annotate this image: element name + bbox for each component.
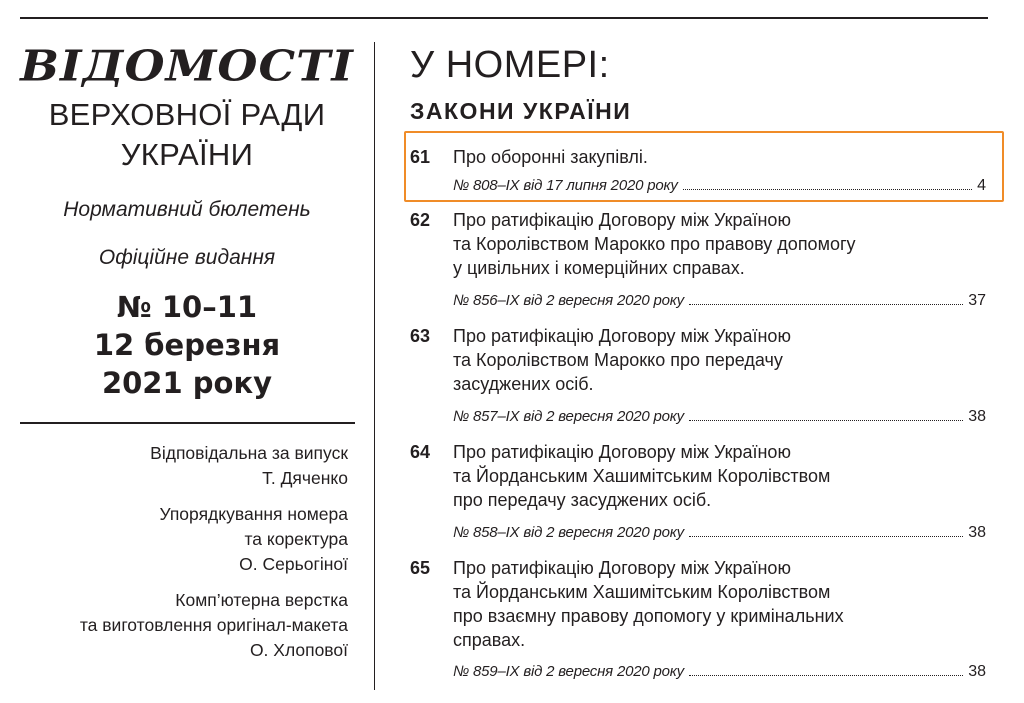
item-page-number: 37 bbox=[968, 292, 986, 309]
item-title bbox=[453, 324, 973, 396]
item-law-number: № 859–IX від 2 вересня 2020 року bbox=[453, 663, 684, 680]
item-reference bbox=[453, 290, 986, 312]
item-law-number: № 857–IX від 2 вересня 2020 року bbox=[453, 408, 684, 425]
item-page-number: 4 bbox=[977, 177, 986, 194]
item-title-line: Про ратифікацію Договору між Україною bbox=[453, 558, 791, 578]
credit-role: Упорядкування номера bbox=[159, 504, 348, 524]
credits bbox=[8, 441, 348, 674]
item-number: 64 bbox=[410, 442, 431, 462]
credit-person: О. Серьогіної bbox=[239, 554, 348, 574]
masthead bbox=[20, 38, 354, 402]
section-heading-laws: ЗАКОНИ УКРАЇНИ bbox=[410, 98, 632, 124]
credit-role: Відповідальна за випуск bbox=[150, 443, 348, 463]
credit-role: та виготовлення оригінал-макета bbox=[79, 615, 348, 635]
item-number: 65 bbox=[410, 558, 431, 578]
item-reference bbox=[453, 406, 986, 428]
item-number: 63 bbox=[410, 326, 431, 346]
issue-date-line2: 2021 року bbox=[101, 366, 273, 400]
dot-leader bbox=[689, 523, 963, 537]
item-title-line: справах. bbox=[453, 630, 526, 650]
publication-subtitle-line2: УКРАЇНИ bbox=[120, 137, 254, 172]
item-title-line: та Йорданським Хашимітським Королівством bbox=[453, 466, 831, 486]
item-number: 61 bbox=[410, 147, 431, 167]
publication-subtitle-line1: ВЕРХОВНОЇ РАДИ bbox=[48, 97, 326, 132]
contents-heading: У НОМЕРІ: bbox=[410, 44, 610, 86]
issue-date-line1: 12 березня bbox=[93, 328, 281, 362]
item-title-line: про передачу засуджених осіб. bbox=[453, 490, 712, 510]
credit-role: Комп’ютерна верстка bbox=[175, 590, 348, 610]
item-number: 62 bbox=[410, 210, 431, 230]
item-law-number: № 858–IX від 2 вересня 2020 року bbox=[453, 524, 684, 541]
top-rule bbox=[20, 17, 988, 19]
item-page-number: 38 bbox=[968, 524, 986, 541]
column-divider bbox=[374, 42, 375, 690]
bulletin-label: Нормативний бюлетень bbox=[63, 198, 311, 221]
credit-role: та коректура bbox=[244, 529, 348, 549]
item-title-line: Про ратифікацію Договору між Україною bbox=[453, 210, 791, 230]
item-title-line: та Королівством Марокко про правову допомогу bbox=[453, 234, 856, 254]
credit-person: О. Хлопової bbox=[249, 640, 348, 660]
item-title-line: про взаємну правову допомогу у кримінальних bbox=[453, 606, 844, 626]
item-title-line: засуджених осіб. bbox=[453, 374, 594, 394]
publication-title: ВІДОМОСТІ bbox=[20, 41, 354, 91]
item-reference bbox=[453, 522, 986, 544]
item-page-number: 38 bbox=[968, 663, 986, 680]
item-title-line: Про ратифікацію Договору між Україною bbox=[453, 326, 791, 346]
item-title bbox=[453, 440, 973, 512]
item-page-number: 38 bbox=[968, 408, 986, 425]
dot-leader bbox=[689, 662, 963, 676]
credit-person: Т. Дяченко bbox=[262, 468, 348, 488]
item-reference bbox=[453, 661, 986, 683]
credit-editor bbox=[8, 441, 348, 491]
item-title bbox=[453, 208, 973, 280]
credit-proofreading bbox=[8, 502, 348, 577]
item-law-number: № 856–IX від 2 вересня 2020 року bbox=[453, 292, 684, 309]
dot-leader bbox=[689, 407, 963, 421]
item-law-number: № 808–IX від 17 липня 2020 року bbox=[453, 177, 678, 194]
item-title-line: у цивільних і комерційних справах. bbox=[453, 258, 745, 278]
item-title bbox=[453, 556, 973, 652]
item-title-line: та Королівством Марокко про передачу bbox=[453, 350, 783, 370]
item-title-line: Про оборонні закупівлі. bbox=[453, 147, 648, 167]
selected-item-highlight bbox=[404, 131, 1004, 202]
official-edition-label: Офіційне видання bbox=[98, 246, 276, 269]
masthead-divider bbox=[20, 422, 355, 424]
dot-leader bbox=[689, 291, 963, 305]
issue-number: № 10–11 bbox=[116, 290, 258, 324]
credit-layout bbox=[8, 588, 348, 663]
item-title-line: та Йорданським Хашимітським Королівством bbox=[453, 582, 831, 602]
item-title-line: Про ратифікацію Договору між Україною bbox=[453, 442, 791, 462]
